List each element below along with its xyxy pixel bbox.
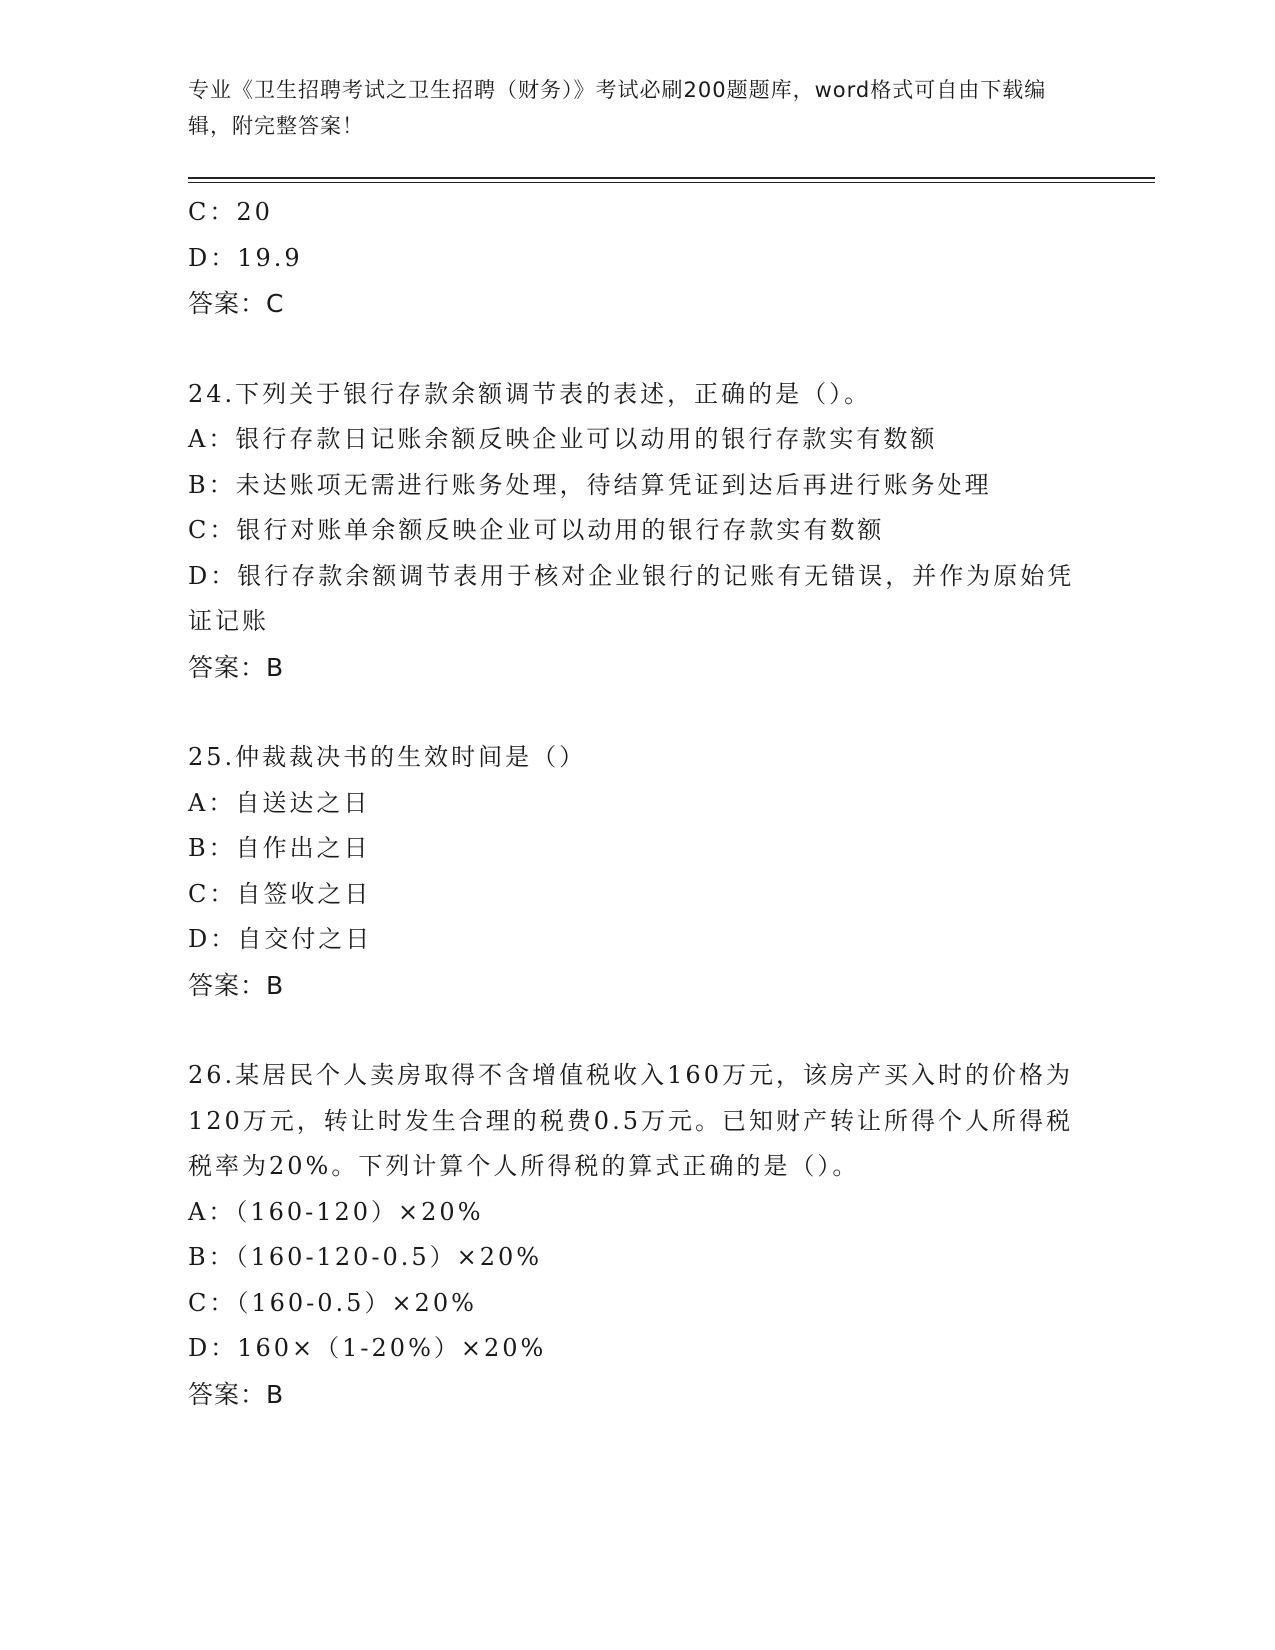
option-c: C：自签收之日 <box>188 879 372 908</box>
header-divider-thick <box>188 177 1155 179</box>
spacer <box>188 327 1088 372</box>
option-c: C：银行对账单余额反映企业可以动用的银行存款实有数额 <box>188 516 885 544</box>
option-b: B：自作出之日 <box>188 834 371 862</box>
answer: 答案：B <box>188 970 285 1000</box>
header-divider-thin <box>188 182 1155 183</box>
spacer <box>188 690 1088 735</box>
option-d: D：银行存款余额调节表用于核对企业银行的记账有无错误，并作为原始凭证记账 <box>188 561 1075 635</box>
question-26 <box>188 1053 1088 1417</box>
spacer <box>188 1008 1088 1053</box>
question-content <box>188 190 1088 1417</box>
question-24 <box>188 372 1088 691</box>
option-a: A：（160-120）×20% <box>188 1197 484 1226</box>
option-c: C：20 <box>188 198 273 226</box>
option-a: A：自送达之日 <box>188 788 371 817</box>
option-c: C：（160-0.5）×20% <box>188 1288 477 1317</box>
option-d: D：160×（1-20%）×20% <box>188 1334 547 1362</box>
question-25 <box>188 735 1088 1008</box>
answer: 答案：B <box>188 1379 285 1409</box>
option-b: B：未达账项无需进行账务处理，待结算凭证到达后再进行账务处理 <box>188 470 992 499</box>
option-d: D：自交付之日 <box>188 925 373 953</box>
question-text: 26.某居民个人卖房取得不含增值税收入160万元，该房产买入时的价格为120万元，转让时发生合理的税费0.5万元。已知财产转让所得个人所得税税率为20%。下列计算个人所得税的算式正确的是（）。 <box>188 1061 1073 1180</box>
question-text: 25.仲裁裁决书的生效时间是（） <box>188 743 587 771</box>
option-a: A：银行存款日记账余额反映企业可以动用的银行存款实有数额 <box>188 425 938 453</box>
option-d: D：19.9 <box>188 243 303 272</box>
question-prev <box>188 190 1088 327</box>
document-header: 专业《卫生招聘考试之卫生招聘（财务）》考试必刷200题题库，word格式可自由下载编辑，附完整答案！ <box>188 78 1047 138</box>
option-b: B：（160-120-0.5）×20% <box>188 1243 543 1271</box>
answer: 答案：C <box>188 289 285 318</box>
answer: 答案：B <box>188 652 285 682</box>
question-text: 24.下列关于银行存款余额调节表的表述，正确的是（）。 <box>188 379 872 408</box>
